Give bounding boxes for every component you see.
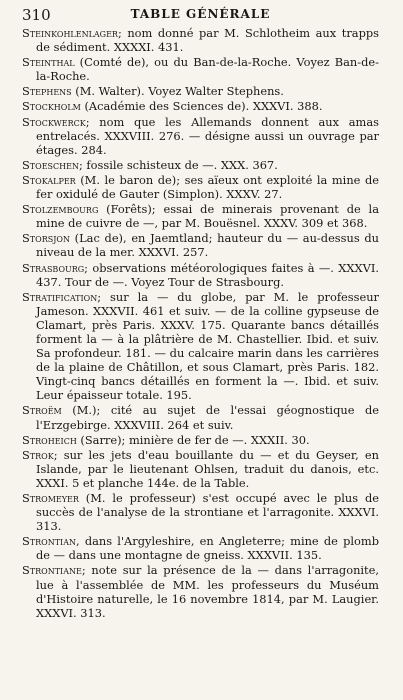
index-entry	[22, 84, 379, 98]
entry-text: (Comté de), ou du Ban-de-la-Roche. Voyez Ban-de-la-Roche.	[36, 55, 379, 84]
entry-text: (M. le baron de); ses aïeux ont exploité la mine de fer oxidulé de Gauter (Simplon). XXXV. 27.	[36, 172, 379, 202]
entry-text: ; note sur la présence de la — dans l'arragonite, lue à l'assemblée de MM. les professeurs du Muséum d'Histoire naturelle, le 16 novembre 1814, par M. Laugier. XXXVI. 313.	[36, 563, 379, 620]
entry-headword: Steinkohlenlager	[22, 26, 118, 40]
index-entry	[22, 534, 379, 562]
index-entry	[22, 261, 379, 289]
index-entry	[22, 115, 379, 157]
entry-text: (Lac de), en Jaemtland; hauteur du — au-dessus du niveau de la mer. XXXVI. 257.	[36, 231, 379, 260]
entry-headword: Stromeyer	[22, 491, 79, 505]
entry-headword: Strontiane	[22, 563, 82, 578]
entry-headword: Stockholm	[22, 99, 81, 114]
index-entry	[22, 403, 379, 431]
index-entry	[22, 231, 379, 259]
entry-headword: Stroheich	[22, 432, 77, 447]
entry-headword: Stolzembourg	[22, 202, 99, 217]
entry-headword: Steinthal	[22, 55, 75, 70]
entry-text: ; observations météorologiques faites à —. XXXVI. 437. Tour de —. Voyez Tour de Strasbourg.	[36, 260, 379, 289]
page-number: 310	[22, 6, 51, 24]
entry-text: (M. Walter). Voyez Walter Stephens.	[71, 84, 284, 99]
entry-headword: Stokalper	[22, 172, 76, 187]
index-entries	[22, 26, 379, 620]
index-entry	[22, 491, 379, 533]
index-entry	[22, 563, 379, 619]
entry-text: ; sur les jets d'eau bouillante du — et du Geyser, en Islande, par le lieutenant Ohlsen, traduit du danois, etc. XXXI. 5 et planche 144e. de la Table.	[36, 447, 379, 490]
entry-text: (Sarre); minière de fer de —. XXXII. 30.	[76, 432, 310, 447]
entry-headword: Strok	[22, 447, 54, 462]
running-title: TABLE GÉNÉRALE	[130, 7, 271, 21]
entry-text: (Académie des Sciences de). XXXVI. 388.	[80, 99, 323, 114]
entry-text: (M.); cité au sujet de l'essai géognostique de l'Erzgebirge. XXXVIII. 264 et suiv.	[36, 403, 379, 432]
entry-text: (Forêts); essai de minerais provenant de la mine de cuivre de —, par M. Bouësnel. XXXV. 309 et 368.	[36, 202, 379, 231]
entry-headword: Stroëm	[22, 403, 62, 418]
entry-headword: Strontian	[22, 534, 76, 549]
index-entry	[22, 26, 379, 54]
entry-text: ; nom que les Allemands donnent aux amas entrelacés. XXXVIII. 276. — désigne aussi un ouvrage par étages. 284.	[36, 114, 379, 157]
entry-text: ; sur la — du globe, par M. le professeur Jameson. XXXVII. 461 et suiv. — de la colline gypseuse de Clamart, près Paris. XXXV. 175. Quarante bancs détaillés forment la — à la plâtrière de M. Chastellier. Ibid. et suiv. Sa profondeur. 181. — du calcaire marin dans les carrières de la plaine de Châtillon, et sous Clamart, près Paris. 182. Vingt-cinq bancs détaillés en forment la —. Ibid. et suiv. Leur épaisseur totale. 195.	[36, 289, 379, 403]
entry-headword: Stockwerck	[22, 114, 86, 129]
index-entry	[22, 99, 379, 113]
entry-headword: Storsjon	[22, 231, 70, 246]
page-header	[22, 6, 379, 26]
index-entry	[22, 433, 379, 447]
entry-headword: Stratification	[22, 289, 98, 304]
index-entry	[22, 158, 379, 172]
index-entry	[22, 173, 379, 201]
entry-headword: Stephens	[22, 84, 72, 99]
index-entry	[22, 290, 379, 403]
index-entry	[22, 55, 379, 83]
index-entry	[22, 202, 379, 230]
entry-text: ; fossile schisteux de —. XXX. 367.	[78, 157, 278, 172]
entry-text: , dans l'Argyleshire, en Angleterre; mine de plomb de — dans une montagne de gneiss. XXXVII. 135.	[36, 534, 379, 563]
entry-text: (M. le professeur) s'est occupé avec le plus de succès de l'analyse de la strontiane et l'arragonite. XXXVI. 313.	[36, 491, 379, 534]
entry-headword: Stoeschen	[22, 157, 79, 172]
entry-text: ; nom donné par M. Schlotheim aux trapps de sédiment. XXXXI. 431.	[36, 26, 379, 55]
index-entry	[22, 448, 379, 490]
entry-headword: Strasbourg	[22, 260, 85, 275]
